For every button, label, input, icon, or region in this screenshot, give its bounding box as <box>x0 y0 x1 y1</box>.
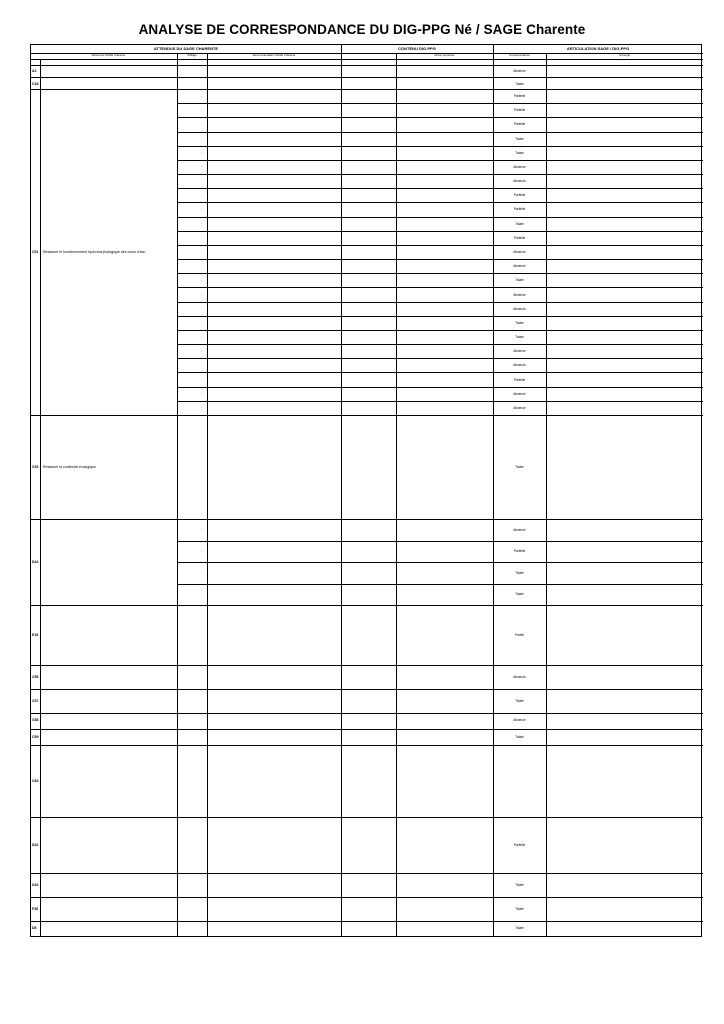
col-divider <box>341 45 342 937</box>
status-cell: Partielle <box>513 94 526 99</box>
bullet-dash: - <box>201 206 202 211</box>
bullet-dash: - <box>201 292 202 297</box>
row-divider <box>31 713 703 714</box>
status-cell: Totale <box>515 883 524 887</box>
status-cell: Absence <box>513 405 526 410</box>
header-group-dig: CONTENU DIG-PPG <box>398 46 436 51</box>
header-divider <box>31 59 703 60</box>
row-divider <box>31 873 703 874</box>
row-divider <box>31 519 703 520</box>
row-code: C53 <box>32 465 39 469</box>
header-divider <box>31 65 703 66</box>
bullet-dash: - <box>201 570 202 575</box>
col-divider <box>177 53 178 937</box>
bullet-dash: - <box>201 192 202 197</box>
header-col-correspondance: Correspondance <box>509 54 530 57</box>
subrow-divider <box>177 103 703 104</box>
status-cell: Absence <box>513 264 526 269</box>
row-code: E19 <box>32 633 39 637</box>
bullet-dash: - <box>201 405 202 410</box>
header-col-sage-ref: Référence SAGE Charente <box>91 54 126 57</box>
status-cell: Totale <box>515 320 524 325</box>
subrow-divider <box>177 160 703 161</box>
header-col-synergie: Synergie <box>618 54 631 57</box>
status-cell: Totale <box>515 335 524 340</box>
status-cell: Totale <box>515 221 524 226</box>
bullet-dash: - <box>201 178 202 183</box>
subrow-divider <box>177 584 703 585</box>
subrow-divider <box>177 330 703 331</box>
bullet-dash: - <box>201 362 202 367</box>
row-divider <box>31 817 703 818</box>
subrow-divider <box>177 259 703 260</box>
row-title: Restaurer le fonctionnement hydromorphologique des cours d'eau <box>43 250 146 254</box>
subrow-divider <box>177 273 703 274</box>
status-cell: Partielle <box>513 235 526 240</box>
subrow-divider <box>177 146 703 147</box>
status-cell: Totale <box>515 592 524 597</box>
subrow-divider <box>177 401 703 402</box>
status-cell: Partielle <box>513 377 526 382</box>
col-divider <box>207 53 208 937</box>
subrow-divider <box>177 372 703 373</box>
status-cell: Partiel <box>514 633 525 637</box>
status-cell: Totale <box>515 735 524 739</box>
subrow-divider <box>177 387 703 388</box>
status-cell: Absence <box>513 69 526 73</box>
row-code: D8 <box>32 926 37 930</box>
status-cell: Totale <box>515 570 524 575</box>
subrow-divider <box>177 562 703 563</box>
row-divider <box>31 77 703 78</box>
status-cell: Absence <box>513 675 526 679</box>
subrow-divider <box>177 245 703 246</box>
bullet-dash: - <box>201 235 202 240</box>
status-cell: Partielle <box>513 549 526 554</box>
bullet-dash: - <box>201 277 202 282</box>
status-cell: Totale <box>515 136 524 141</box>
status-cell: Partielle <box>513 108 526 113</box>
subrow-divider <box>177 316 703 317</box>
status-cell: Totale <box>515 926 524 930</box>
bullet-dash: - <box>201 107 202 112</box>
row-code: D42 <box>32 843 39 847</box>
correspondence-table <box>30 44 702 937</box>
bullet-dash: - <box>201 136 202 141</box>
row-code: C58 <box>32 718 39 722</box>
bullet-dash: - <box>201 221 202 226</box>
header-col-recommendation: Recommandation SAGE Charente <box>252 54 296 57</box>
status-cell: Absence <box>513 306 526 311</box>
row-code: D44 <box>32 560 39 564</box>
row-divider <box>31 605 703 606</box>
subrow-divider <box>177 132 703 133</box>
row-code: C16 <box>32 82 39 86</box>
subrow-divider <box>177 541 703 542</box>
bullet-dash: - <box>201 121 202 126</box>
row-code: C64 <box>32 779 39 783</box>
row-code: C51 <box>32 250 39 254</box>
subrow-divider <box>177 344 703 345</box>
status-cell: Absence <box>513 292 526 297</box>
status-cell: Absence <box>513 179 526 184</box>
header-group-articulation: ARTICULATION SAGE / DIG-PPG <box>566 46 630 51</box>
subrow-divider <box>177 231 703 232</box>
row-code: A1 <box>32 69 37 73</box>
row-code: D43 <box>32 883 39 887</box>
subrow-divider <box>177 302 703 303</box>
row-code: C59 <box>32 735 39 739</box>
col-divider <box>396 53 397 937</box>
bullet-dash: - <box>201 249 202 254</box>
row-divider <box>31 689 703 690</box>
row-code: F38 <box>32 907 39 911</box>
status-cell: Partielle <box>513 193 526 198</box>
status-cell: Totale <box>515 150 524 155</box>
bullet-dash: - <box>201 348 202 353</box>
header-group-sage: ATTENDUS DU SAGE CHARENTE <box>153 46 219 51</box>
row-divider <box>31 415 703 416</box>
status-cell: Totale <box>515 82 524 86</box>
bullet-dash: - <box>201 164 202 169</box>
subrow-divider <box>177 358 703 359</box>
subrow-divider <box>177 174 703 175</box>
status-cell: Totale <box>515 907 524 911</box>
header-col-ciblage: Ciblage <box>187 54 197 57</box>
bullet-dash: - <box>201 150 202 155</box>
status-cell: Absence <box>513 718 526 722</box>
status-cell: Partielle <box>513 122 526 127</box>
status-cell: Absence <box>513 527 526 532</box>
status-cell: Partielle <box>513 207 526 212</box>
status-cell: Totale <box>515 465 524 469</box>
bullet-dash: - <box>201 263 202 268</box>
status-cell: Totale <box>515 278 524 283</box>
status-cell: Absence <box>513 164 526 169</box>
bullet-dash: - <box>201 527 202 532</box>
bullet-dash: - <box>201 320 202 325</box>
status-cell: Absence <box>513 250 526 254</box>
status-cell: Partielle <box>513 843 526 847</box>
bullet-dash: - <box>201 334 202 339</box>
bullet-dash: - <box>201 591 202 596</box>
row-divider <box>31 665 703 666</box>
status-cell: Absence <box>513 363 526 368</box>
row-title: Restaurer la continuité écologique <box>43 465 96 469</box>
bullet-dash: - <box>201 93 202 98</box>
subrow-divider <box>177 217 703 218</box>
bullet-dash: - <box>201 377 202 382</box>
subrow-divider <box>177 188 703 189</box>
status-cell: Absence <box>513 349 526 354</box>
row-divider <box>31 921 703 922</box>
bullet-dash: - <box>201 548 202 553</box>
header-col-action: Action proposée <box>434 54 455 57</box>
subrow-divider <box>177 202 703 203</box>
subrow-divider <box>177 117 703 118</box>
row-divider <box>31 89 703 90</box>
row-code: C56 <box>32 675 39 679</box>
status-cell: Absence <box>513 391 526 396</box>
bullet-dash: - <box>201 306 202 311</box>
status-cell: Totale <box>515 699 524 703</box>
row-divider <box>31 745 703 746</box>
col-divider <box>546 53 547 937</box>
row-code: C57 <box>32 699 39 703</box>
col-divider <box>40 59 41 937</box>
row-divider <box>31 897 703 898</box>
bullet-dash: - <box>201 391 202 396</box>
subrow-divider <box>177 287 703 288</box>
document-title: ANALYSE DE CORRESPONDANCE DU DIG-PPG Né / SAGE Charente <box>138 22 586 37</box>
row-divider <box>31 729 703 730</box>
